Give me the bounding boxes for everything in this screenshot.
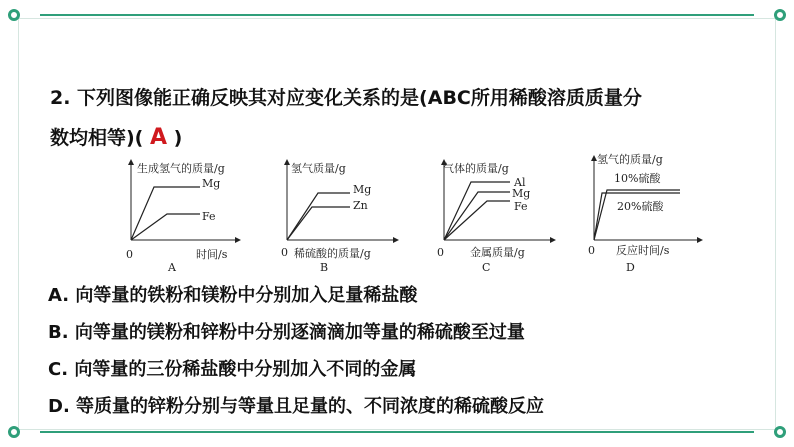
graph-a-xlabel: 时间/s xyxy=(196,248,228,261)
graph-b-origin: 0 xyxy=(281,246,288,259)
graph-d-curve-10pct xyxy=(594,190,680,240)
graph-b-curve-label: Mg xyxy=(353,183,372,196)
graph-a xyxy=(126,160,240,274)
graph-c xyxy=(437,160,555,274)
graph-a-curve-label: Mg xyxy=(202,177,221,190)
question-line-2-close: ) xyxy=(167,127,183,149)
graph-c-curve-label: Mg xyxy=(512,187,531,200)
graph-d-curve-label: 20%硫酸 xyxy=(617,200,664,213)
graph-c-curve-label: Fe xyxy=(514,200,528,213)
graph-b-caption: B xyxy=(320,261,329,274)
graph-d xyxy=(588,152,702,274)
graph-c-curve-label: Al xyxy=(514,176,526,189)
option-b: B. 向等量的镁粉和锌粉中分别逐滴滴加等量的稀硫酸至过量 xyxy=(48,322,525,343)
option-c: C. 向等量的三份稀盐酸中分别加入不同的金属 xyxy=(48,359,417,380)
graph-d-caption: D xyxy=(626,261,635,274)
graph-a-curve-label: Fe xyxy=(202,210,216,223)
graph-a-curve-fe xyxy=(131,214,200,240)
graph-d-xlabel: 反应时间/s xyxy=(616,244,670,257)
graph-b-curve-zn xyxy=(287,207,350,240)
graph-b xyxy=(281,160,398,274)
graph-a-ylabel: 生成氢气的质量/g xyxy=(137,162,225,175)
graph-c-curve-mg xyxy=(444,192,510,240)
graph-c-caption: C xyxy=(482,261,491,274)
graph-d-origin: 0 xyxy=(588,244,595,257)
graph-b-ylabel: 氢气质量/g xyxy=(291,162,346,175)
graph-b-curve-mg xyxy=(287,193,350,240)
graph-a-caption: A xyxy=(168,261,176,274)
graph-d-curve-label: 10%硫酸 xyxy=(614,172,661,185)
graph-d-ylabel: 氢气的质量/g xyxy=(597,153,663,166)
graph-c-ylabel: 气体的质量/g xyxy=(443,162,509,175)
graph-c-origin: 0 xyxy=(437,246,444,259)
graph-c-xlabel: 金属质量/g xyxy=(470,246,525,259)
option-d: D. 等质量的锌粉分别与等量且足量的、不同浓度的稀硫酸反应 xyxy=(48,396,545,417)
graph-a-origin: 0 xyxy=(126,248,133,261)
graph-c-curve-fe xyxy=(444,201,510,240)
option-a: A. 向等量的铁粉和镁粉中分别加入足量稀盐酸 xyxy=(48,285,418,306)
answer-mark: A xyxy=(149,125,168,150)
question-line-1: 2. 下列图像能正确反映其对应变化关系的是(ABC所用稀酸溶质质量分 xyxy=(50,87,642,109)
question-line-2-text: 数均相等)( xyxy=(50,127,150,149)
graph-b-curve-label: Zn xyxy=(353,199,368,212)
graph-b-xlabel: 稀硫酸的质量/g xyxy=(294,247,371,260)
